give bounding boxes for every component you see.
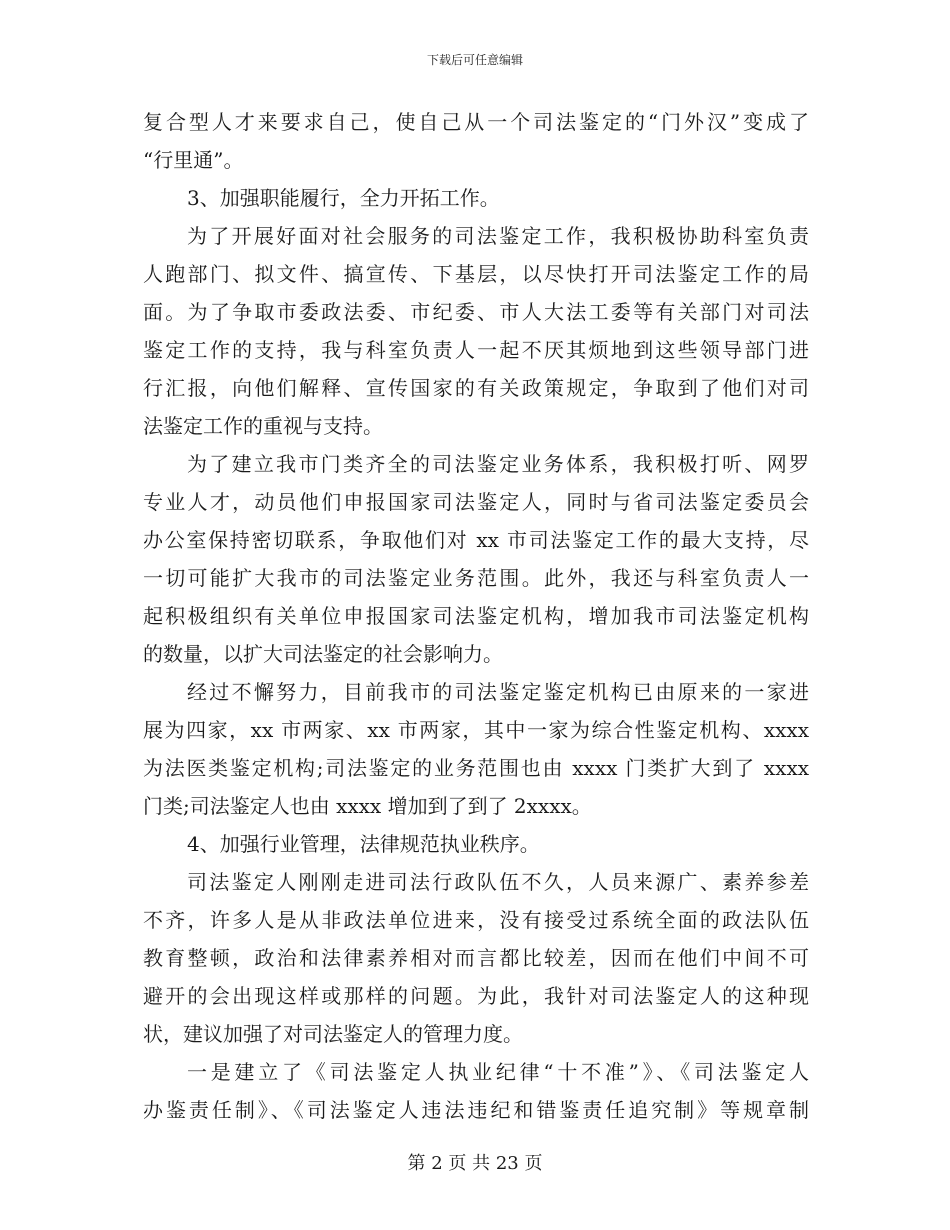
text-line: 一切可能扩大我市的司法鉴定业务范围。此外，我还与科室负责人一 [143, 566, 809, 590]
text-line: 为了开展好面对社会服务的司法鉴定工作，我积极协助科室负责 [187, 224, 809, 248]
text-line: 人跑部门、拟文件、搞宣传、下基层，以尽快打开司法鉴定工作的局 [143, 262, 809, 286]
text-line: 一是建立了《司法鉴定人执业纪律“十不准”》、《司法鉴定人 [187, 1060, 809, 1084]
section-heading-3: 3、加强职能履行，全力开拓工作。 [187, 186, 500, 210]
text-line: 门类;司法鉴定人也由 xxxx 增加到了到了 2xxxx。 [143, 794, 592, 818]
text-line: 教育整顿，政治和法律素养相对而言都比较差，因而在他们中间不可 [143, 946, 809, 970]
text-line: 办鉴责任制》、《司法鉴定人违法违纪和错鉴责任追究制》等规章制 [143, 1098, 809, 1122]
text-line: 复合型人才来要求自己，使自己从一个司法鉴定的“门外汉”变成了 [143, 110, 809, 134]
text-line: 展为四家，xx 市两家、xx 市两家，其中一家为综合性鉴定机构、xxxx [143, 718, 809, 742]
text-line: 行汇报，向他们解释、宣传国家的有关政策规定，争取到了他们对司 [143, 376, 809, 400]
text-line: 面。为了争取市委政法委、市纪委、市人大法工委等有关部门对司法 [143, 300, 809, 324]
text-line: 起积极组织有关单位申报国家司法鉴定机构，增加我市司法鉴定机构 [143, 604, 809, 628]
text-line: 避开的会出现这样或那样的问题。为此，我针对司法鉴定人的这种现 [143, 984, 809, 1008]
text-line: 司法鉴定人刚刚走进司法行政队伍不久，人员来源广、素养参差 [187, 870, 809, 894]
text-line: 为了建立我市门类齐全的司法鉴定业务体系，我积极打听、网罗 [187, 452, 809, 476]
text-line: 的数量，以扩大司法鉴定的社会影响力。 [143, 642, 503, 666]
page-number-footer: 第 2 页 共 23 页 [407, 1153, 543, 1174]
text-line: 状，建议加强了对司法鉴定人的管理力度。 [143, 1022, 523, 1046]
section-heading-4: 4、加强行业管理，法律规范执业秩序。 [187, 832, 540, 856]
text-line: 不齐，许多人是从非政法单位进来，没有接受过系统全面的政法队伍 [143, 908, 809, 932]
text-line: 经过不懈努力，目前我市的司法鉴定鉴定机构已由原来的一家进 [187, 680, 809, 704]
text-line: “行里通”。 [143, 148, 244, 172]
document-body [143, 103, 809, 1129]
page-header: 下载后可任意编辑 [426, 53, 523, 67]
text-line: 为法医类鉴定机构;司法鉴定的业务范围也由 xxxx 门类扩大到了 xxxx [143, 756, 809, 780]
text-line: 专业人才，动员他们申报国家司法鉴定人，同时与省司法鉴定委员会 [143, 490, 809, 514]
text-line: 鉴定工作的支持，我与科室负责人一起不厌其烦地到这些领导部门进 [143, 338, 809, 362]
text-line: 法鉴定工作的重视与支持。 [143, 414, 383, 438]
text-line: 办公室保持密切联系，争取他们对 xx 市司法鉴定工作的最大支持，尽 [143, 528, 809, 552]
